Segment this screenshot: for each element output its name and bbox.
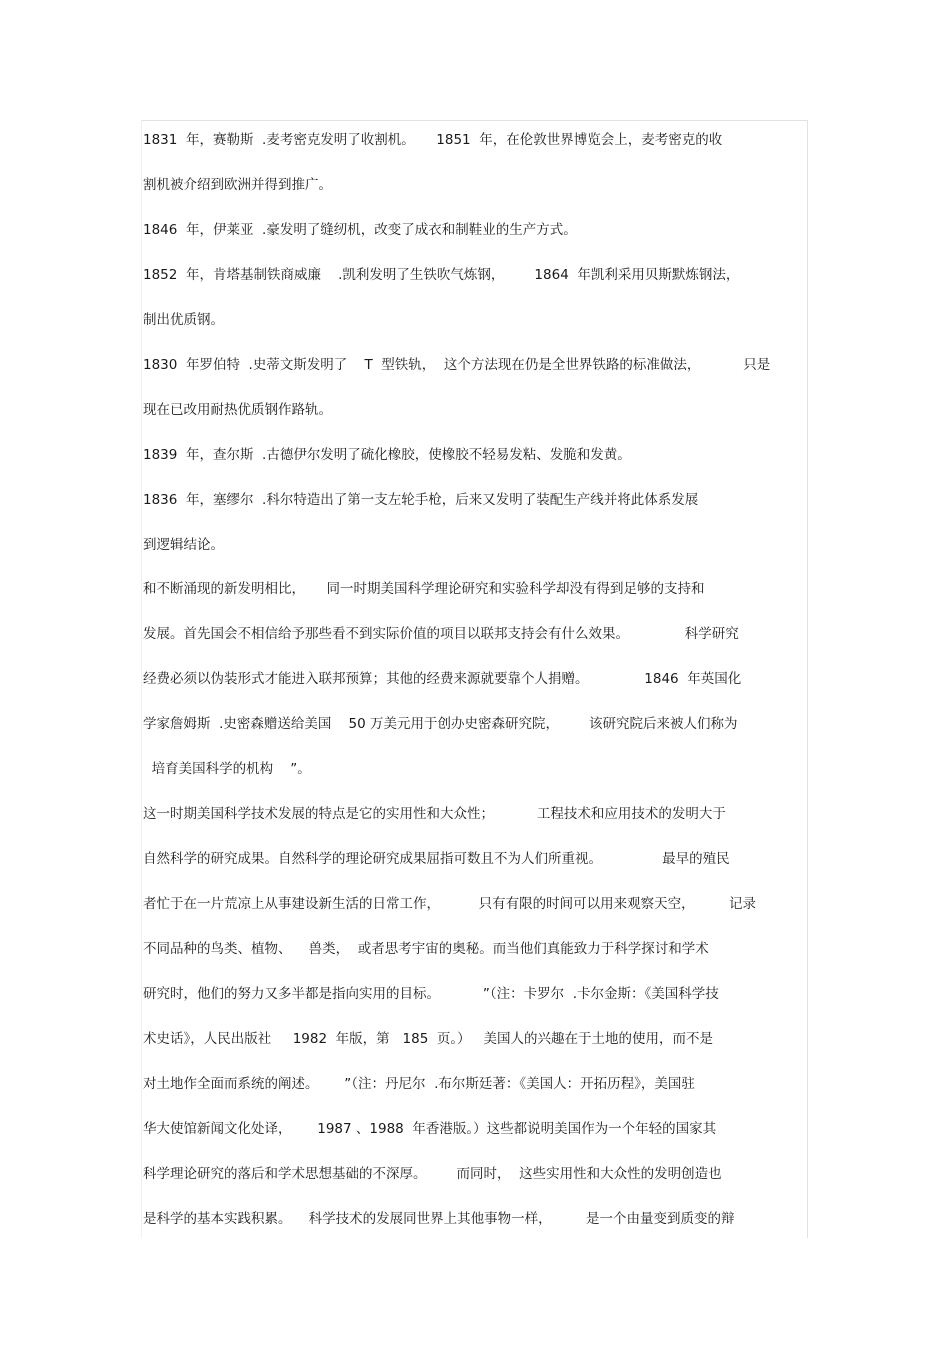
text-line: 研究时，他们的努力又多半都是指向实用的目标。 ”（注：卡罗尔 .卡尔金斯：《美国科学技: [143, 986, 719, 1002]
text-line: 1830 年罗伯特 .史蒂文斯发明了 T 型铁轨， 这个方法现在仍是全世界铁路的标准做法， 只是: [143, 357, 771, 373]
text-line: 科学理论研究的落后和学术思想基础的不深厚。 而同时， 这些实用性和大众性的发明创造也: [143, 1166, 722, 1182]
text-line: 1831 年，赛勒斯 .麦考密克发明了收割机。 1851 年，在伦敦世界博览会上，麦考密克的收: [143, 132, 723, 148]
page-border-right: [807, 120, 808, 1238]
text-line: 制出优质钢。: [143, 312, 224, 328]
text-line: 1846 年，伊莱亚 .豪发明了缝纫机，改变了成衣和制鞋业的生产方式。: [143, 222, 577, 238]
text-line: 术史话》，人民出版社 1982 年版，第 185 页。） 美国人的兴趣在于土地的使用，而不是: [143, 1031, 713, 1047]
page-border-top: [141, 120, 808, 121]
text-line: 学家詹姆斯 .史密森赠送给美国 50 万美元用于创办史密森研究院， 该研究院后来被人们称为: [143, 716, 738, 732]
text-line: 到逻辑结论。: [143, 537, 224, 553]
text-line: 华大使馆新闻文化处译， 1987 、1988 年香港版。）这些都说明美国作为一个年轻的国家其: [143, 1121, 717, 1137]
text-line: 发展。首先国会不相信给予那些看不到实际价值的项目以联邦支持会有什么效果。 科学研究: [143, 626, 739, 642]
text-line: 经费必须以伪装形式才能进入联邦预算；其他的经费来源就要靠个人捐赠。 1846 年英国化: [143, 671, 742, 687]
text-line: 这一时期美国科学技术发展的特点是它的实用性和大众性； 工程技术和应用技术的发明大于: [143, 806, 726, 822]
page-border-left: [141, 120, 142, 1238]
text-line: 割机被介绍到欧洲并得到推广。: [143, 177, 332, 193]
text-line: 1836 年，塞缪尔 .科尔特造出了第一支左轮手枪，后来又发明了装配生产线并将此体系发展: [143, 492, 699, 508]
text-line: 培育美国科学的机构 ”。: [143, 761, 311, 777]
text-line: 是科学的基本实践积累。 科学技术的发展同世界上其他事物一样， 是一个由量变到质变的辩: [143, 1211, 735, 1227]
text-line: 者忙于在一片荒凉上从事建设新生活的日常工作， 只有有限的时间可以用来观察天空， 记录: [143, 896, 756, 912]
text-line: 1839 年，查尔斯 .古德伊尔发明了硫化橡胶，使橡胶不轻易发粘、发脆和发黄。: [143, 447, 631, 463]
text-line: 和不断涌现的新发明相比， 同一时期美国科学理论研究和实验科学却没有得到足够的支持和: [143, 581, 705, 597]
text-line: 对土地作全面而系统的阐述。 ”（注：丹尼尔 .布尔斯廷著：《美国人：开拓历程》，美国驻: [143, 1076, 695, 1092]
text-line: 现在已改用耐热优质钢作路轨。: [143, 402, 332, 418]
text-line: 1852 年，肯塔基制铁商威廉 .凯利发明了生铁吹气炼钢， 1864 年凯利采用贝斯默炼钢法，: [143, 267, 740, 283]
text-line: 自然科学的研究成果。自然科学的理论研究成果屈指可数且不为人们所重视。 最早的殖民: [143, 851, 730, 867]
text-line: 不同品种的鸟类、植物、 兽类， 或者思考宇宙的奥秘。而当他们真能致力于科学探讨和学术: [143, 941, 709, 957]
